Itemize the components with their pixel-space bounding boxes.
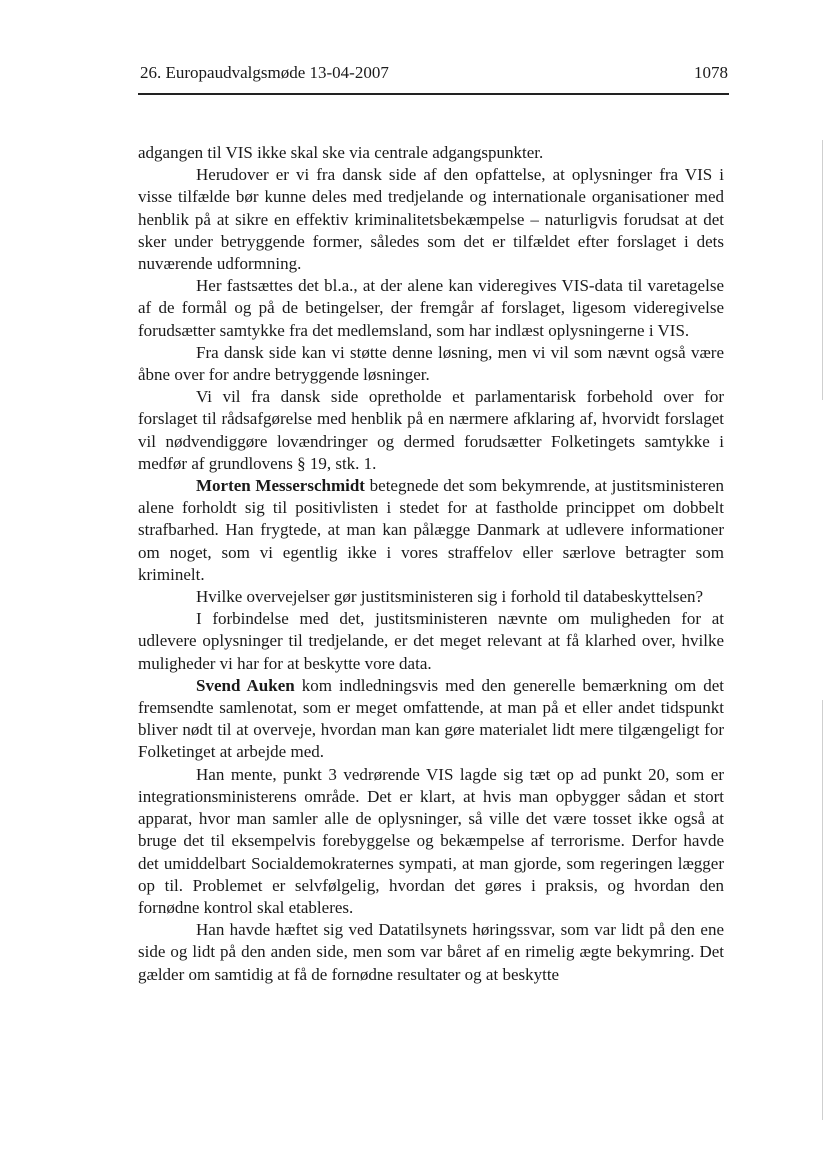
paragraph-text: adgangen til VIS ikke skal ske via centrale adgangspunkter. [138,143,544,162]
page-header [140,62,728,88]
paragraph-text: Her fastsættes det bl.a., at der alene kan videregives VIS-data til varetagelse af de formål og på de betingelser, der fremgår af forslaget, ligesom videregivelse forudsætter samtykke fra det medlemsland, som har indlæst oplysningerne i VIS. [138,276,724,340]
paragraph-text: Fra dansk side kan vi støtte denne løsning, men vi vil som nævnt også være åbne over for andre betryggende løsninger. [138,342,724,385]
header-divider [138,93,729,95]
paragraph-text: Han havde hæftet sig ved Datatilsynets høringssvar, som var lidt på den ene side og lidt på den anden side, men som var båret af en rimelig ægte bekymring. Det gælder om samtidig at få de fornødne resultater og at beskytte [138,920,724,984]
paragraph [138,608,724,675]
paragraph [138,164,724,275]
paragraph-text: Vi vil fra dansk side opretholde et parlamentarisk forbehold over for forslaget til rådsafgørelse med henblik på en nærmere afklaring af, hvorvidt forslaget vil nødvendiggøre lovændringer og dermed forudsætter Folketingets samtykke i medfør af grundlovens § 19, stk. 1. [138,387,724,473]
body-text [138,142,724,986]
scan-edge-mark [822,700,823,1120]
page-number: 1078 [694,63,728,82]
paragraph [138,764,724,919]
paragraph-text: betegnede det som bekymrende, at justitsministeren alene forholdt sig til positivlisten i stedet for at fastholde princippet om dobbelt strafbarhed. Han frygtede, at man kan pålægge Danmark at udlevere informationer om noget, som vi egentlig ikke i vores straffelov eller særlove betragter som kriminelt. [138,476,725,584]
paragraph [138,275,724,342]
paragraph-text: Hvilke overvejelser gør justitsministeren sig i forhold til databeskyttelsen? [196,587,704,607]
paragraph [138,675,724,764]
paragraph-text: Han mente, punkt 3 vedrørende VIS lagde sig tæt op ad punkt 20, som er integrationsministerens område. Det er klart, at hvis man opbygger sådan et stort apparat, hvor man samler alle de oplysninger, så ville det være tosset ikke også at bruge det til eksempelvis forebyggelse og bekæmpelse af terrorisme. Derfor havde det umiddelbart Socialdemokraternes sympati, at man gjorde, som regeringen lægger op til. Problemet er selvfølgelig, hvordan det gøres i praksis, og hvordan den fornødne kontrol skal etableres. [138,764,724,917]
paragraph [138,586,724,608]
paragraph [138,342,724,386]
scan-edge-mark [822,140,823,400]
speaker-name: Morten Messerschmidt [196,476,365,496]
header-title: 26. Europaudvalgsmøde 13-04-2007 [140,63,389,82]
paragraph [138,919,724,986]
paragraph-text: kom indledningsvis med den generelle bemærkning om det fremsendte samlenotat, som er meget omfattende, at man på et eller andet tidspunkt bliver nødt til at overveje, hvordan man kan gøre materialet lidt mere tilgængeligt for Folketinget at arbejde med. [138,675,724,762]
paragraph-text: Herudover er vi fra dansk side af den opfattelse, at oplysninger fra VIS i visse tilfælde bør kunne deles med tredjelande og internationale organisationer med henblik på at sikre en effektiv kriminalitetsbekæmpelse – naturligvis forudsat at det sker under betryggende former, således som det er tilfældet efter forslaget i dets nuværende udformning. [138,165,724,274]
paragraph [138,142,724,164]
paragraph-text: I forbindelse med det, justitsministeren nævnte om muligheden for at udlevere oplysninger til tredjelande, er det meget relevant at få klarhed over, hvilke muligheder vi har for at beskytte vore data. [138,609,724,673]
paragraph [138,386,724,475]
speaker-name: Svend Auken [196,675,295,695]
paragraph [138,475,724,586]
